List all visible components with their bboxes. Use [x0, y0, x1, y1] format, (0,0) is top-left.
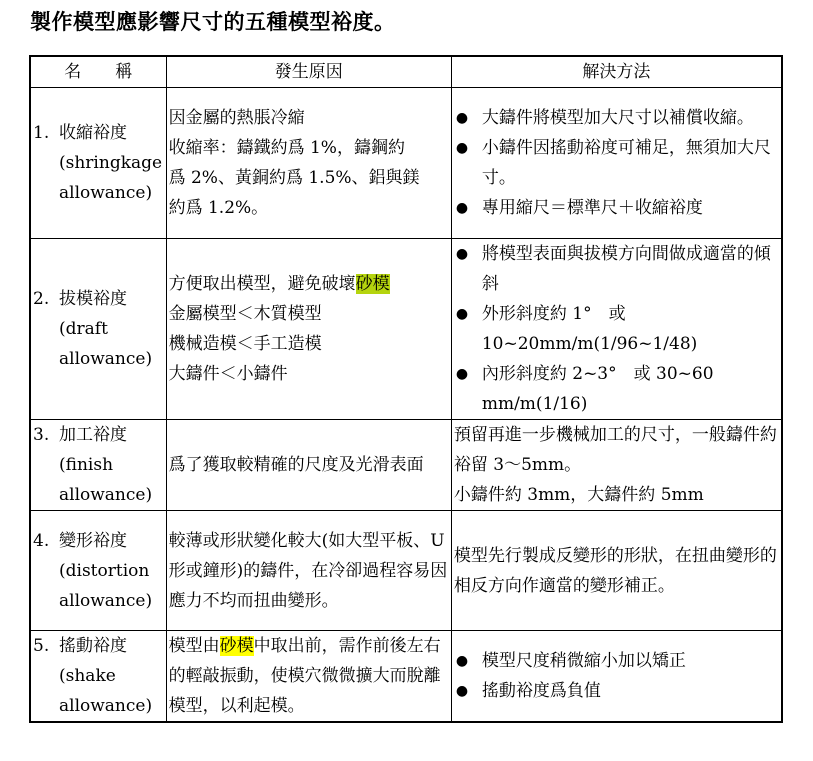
- method-bullet: ● 外形斜度約 1° 或 10~20mm/m(1/96~1/48): [454, 299, 779, 359]
- method-bullet: ● 小鑄件因搖動裕度可補足，無須加大尺寸。: [454, 133, 779, 193]
- method-line: 模型先行製成反變形的形狀，在扭曲變形的相反方向作適當的變形補正。: [453, 545, 777, 596]
- method-bullet: ● 模型尺度稍微縮小加以矯正: [454, 646, 779, 676]
- row-name-cell: [30, 88, 166, 239]
- cause-line: 因金屬的熱脹冷縮: [168, 108, 305, 128]
- row-name-en: allowance): [59, 349, 153, 369]
- row-name-en: allowance): [59, 696, 153, 716]
- table-row: [30, 239, 782, 420]
- row-method-cell: [451, 420, 782, 511]
- row-name-en: (finish: [59, 455, 114, 475]
- cause-line: 機械造模＜手工造模: [168, 334, 322, 354]
- row-name-cell: [30, 239, 166, 420]
- cause-text: 方便取出模型，避免破壞: [168, 274, 356, 294]
- row-cause-cell: [166, 239, 451, 420]
- row-name-cell: [30, 631, 166, 723]
- row-method-cell: [451, 239, 782, 420]
- row-name-zh: 搖動裕度: [59, 636, 127, 656]
- table-row: [30, 88, 782, 239]
- cause-line: 大鑄件＜小鑄件: [168, 364, 288, 384]
- row-name-zh: 變形裕度: [59, 530, 127, 551]
- row-name-en: allowance): [59, 183, 153, 203]
- row-cause-cell: [166, 631, 451, 723]
- method-bullet: ● 將模型表面與拔模方向間做成適當的傾斜: [454, 239, 779, 299]
- row-cause-cell: [166, 88, 451, 239]
- row-name-cell: [30, 511, 166, 631]
- cause-line: 約爲 1.2%。: [168, 198, 269, 218]
- row-index: 5.: [33, 636, 50, 656]
- row-method-cell: [451, 88, 782, 239]
- method-bullet: ● 專用縮尺＝標準尺＋收縮裕度: [454, 193, 779, 223]
- method-line: 小鑄件約 3mm，大鑄件約 5mm: [453, 485, 704, 505]
- cause-line: 金屬模型＜木質模型: [168, 304, 322, 324]
- row-name-en: allowance): [59, 485, 153, 505]
- highlighted-term: 砂模: [219, 636, 254, 656]
- row-name-en: (draft: [59, 319, 108, 339]
- table-row: [30, 631, 782, 723]
- method-bullet: ● 搖動裕度爲負值: [454, 676, 779, 706]
- table-row: [30, 420, 782, 511]
- row-index: 2.: [33, 289, 50, 309]
- table-header-row: [30, 56, 782, 88]
- method-bullet: ● 大鑄件將模型加大尺寸以補償收縮。: [454, 103, 779, 133]
- header-name: 名 稱: [30, 56, 166, 88]
- row-name-zh: 收縮裕度: [59, 123, 127, 143]
- cause-text: 中取出前，需作前後左右的輕敲振動，使模穴微微擴大而脫離模型，以利起模。: [168, 636, 441, 716]
- row-name-en: (shringkage: [59, 153, 163, 173]
- allowance-table: [29, 55, 783, 723]
- header-method: 解決方法: [451, 56, 782, 88]
- row-cause-cell: [166, 511, 451, 631]
- header-cause: 發生原因: [166, 56, 451, 88]
- method-bullet: ● 內形斜度約 2~3° 或 30~60 mm/m(1/16): [454, 359, 779, 419]
- row-name-en: (shake: [59, 666, 116, 686]
- method-line: 預留再進一步機械加工的尺寸，一般鑄件約裕留 3～5mm。: [453, 425, 777, 475]
- cause-line: 爲了獲取較精確的尺度及光滑表面: [168, 455, 424, 475]
- row-name-en: (distortion: [59, 560, 150, 581]
- row-name-cell: [30, 420, 166, 511]
- row-index: 4.: [33, 530, 50, 551]
- cause-line: 爲 2%、黃銅約爲 1.5%、鋁與鎂: [168, 168, 420, 188]
- row-method-cell: [451, 511, 782, 631]
- page-title: 製作模型應影響尺寸的五種模型裕度。: [30, 10, 396, 34]
- row-index: 1.: [33, 123, 50, 143]
- cause-text: 模型由: [168, 636, 220, 656]
- row-cause-cell: [166, 420, 451, 511]
- highlighted-term: 砂模: [355, 274, 390, 294]
- row-name-zh: 加工裕度: [59, 425, 127, 445]
- table-row: [30, 511, 782, 631]
- cause-line: 較薄或形狀變化較大(如大型平板、U 形或鐘形)的鑄件，在冷卻過程容易因應力不均而扭曲變形。: [168, 530, 448, 611]
- row-name-zh: 拔模裕度: [59, 289, 127, 309]
- cause-line: [169, 631, 449, 721]
- row-method-cell: [451, 631, 782, 723]
- row-index: 3.: [33, 425, 50, 445]
- cause-line: [169, 269, 449, 299]
- row-name-en: allowance): [59, 590, 153, 611]
- cause-line: 收縮率：鑄鐵約爲 1%，鑄鋼約: [168, 138, 405, 158]
